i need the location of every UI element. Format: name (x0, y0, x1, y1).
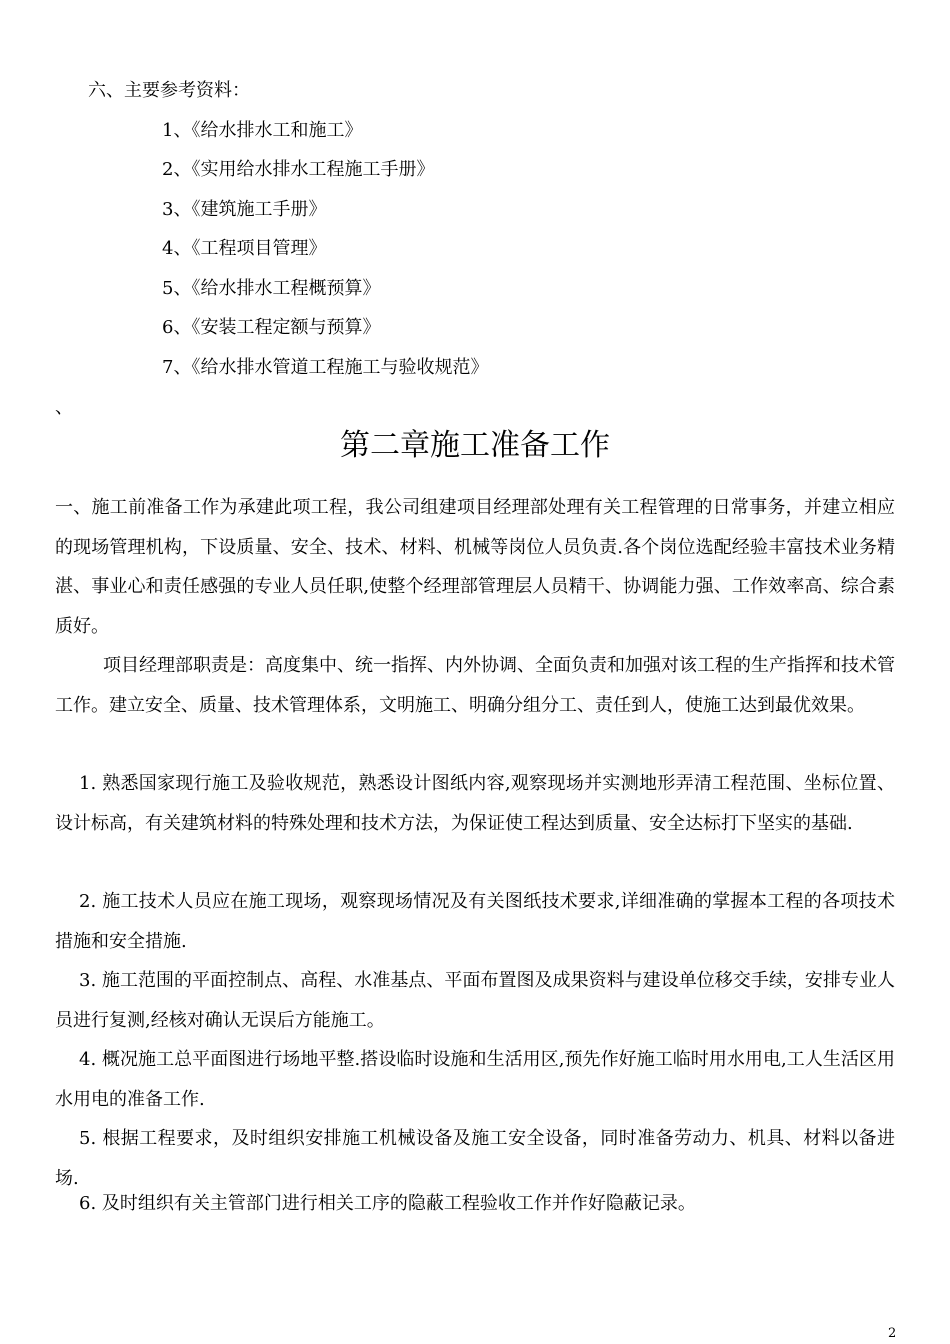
prep-item-5: 5. 根据工程要求，及时组织安排施工机械设备及施工安全设备，同时准备劳动力、机具、材料以备进场. (55, 1128, 895, 1189)
reference-item: 6、《安装工程定额与预算》 (162, 317, 381, 338)
references-heading: 六、主要参考资料： (88, 80, 250, 101)
reference-item: 5、《给水排水工程概预算》 (162, 278, 381, 299)
page-number: 2 (888, 1326, 897, 1341)
stray-punctuation: 、 (55, 397, 73, 418)
reference-item: 1、《给水排水工和施工》 (162, 120, 363, 141)
prep-item-6: 6. 及时组织有关主管部门进行相关工序的隐蔽工程验收工作并作好隐蔽记录。 (79, 1193, 696, 1214)
reference-item: 7、《给水排水管道工程施工与验收规范》 (162, 357, 489, 378)
reference-item: 3、《建筑施工手册》 (162, 199, 327, 220)
intro-paragraph: 一、施工前准备工作为承建此项工程，我公司组建项目经理部处理有关工程管理的日常事务，并建立相应的现场管理机构，下设质量、安全、技术、材料、机械等岗位人员负责.各个岗位选配经验丰富技术业务精湛、事业心和责任感强的专业人员任职,使整个经理部管理层人员精干、协调能力强、工作效率高、综合素质好。 (55, 497, 895, 637)
duties-paragraph: 项目经理部职责是：高度集中、统一指挥、内外协调、全面负责和加强对该工程的生产指挥和技术管工作。建立安全、质量、技术管理体系，文明施工、明确分组分工、责任到人，使施工达到最优效果。 (55, 655, 895, 716)
reference-item: 2、《实用给水排水工程施工手册》 (162, 159, 435, 180)
prep-item-2: 2. 施工技术人员应在施工现场，观察现场情况及有关图纸技术要求,详细准确的掌握本工程的各项技术措施和安全措施. (55, 891, 895, 952)
prep-item-4: 4. 概况施工总平面图进行场地平整.搭设临时设施和生活用区,预先作好施工临时用水用电,工人生活区用水用电的准备工作. (55, 1049, 895, 1110)
reference-item: 4、《工程项目管理》 (162, 238, 327, 259)
prep-item-1: 1. 熟悉国家现行施工及验收规范，熟悉设计图纸内容,观察现场并实测地形弄清工程范围、坐标位置、设计标高，有关建筑材料的特殊处理和技术方法，为保证使工程达到质量、安全达标打下坚实的基础. (55, 773, 895, 834)
chapter-title: 第二章施工准备工作 (340, 428, 610, 463)
prep-item-3: 3. 施工范围的平面控制点、高程、水准基点、平面布置图及成果资料与建设单位移交手续，安排专业人员进行复测,经核对确认无误后方能施工。 (55, 970, 895, 1031)
